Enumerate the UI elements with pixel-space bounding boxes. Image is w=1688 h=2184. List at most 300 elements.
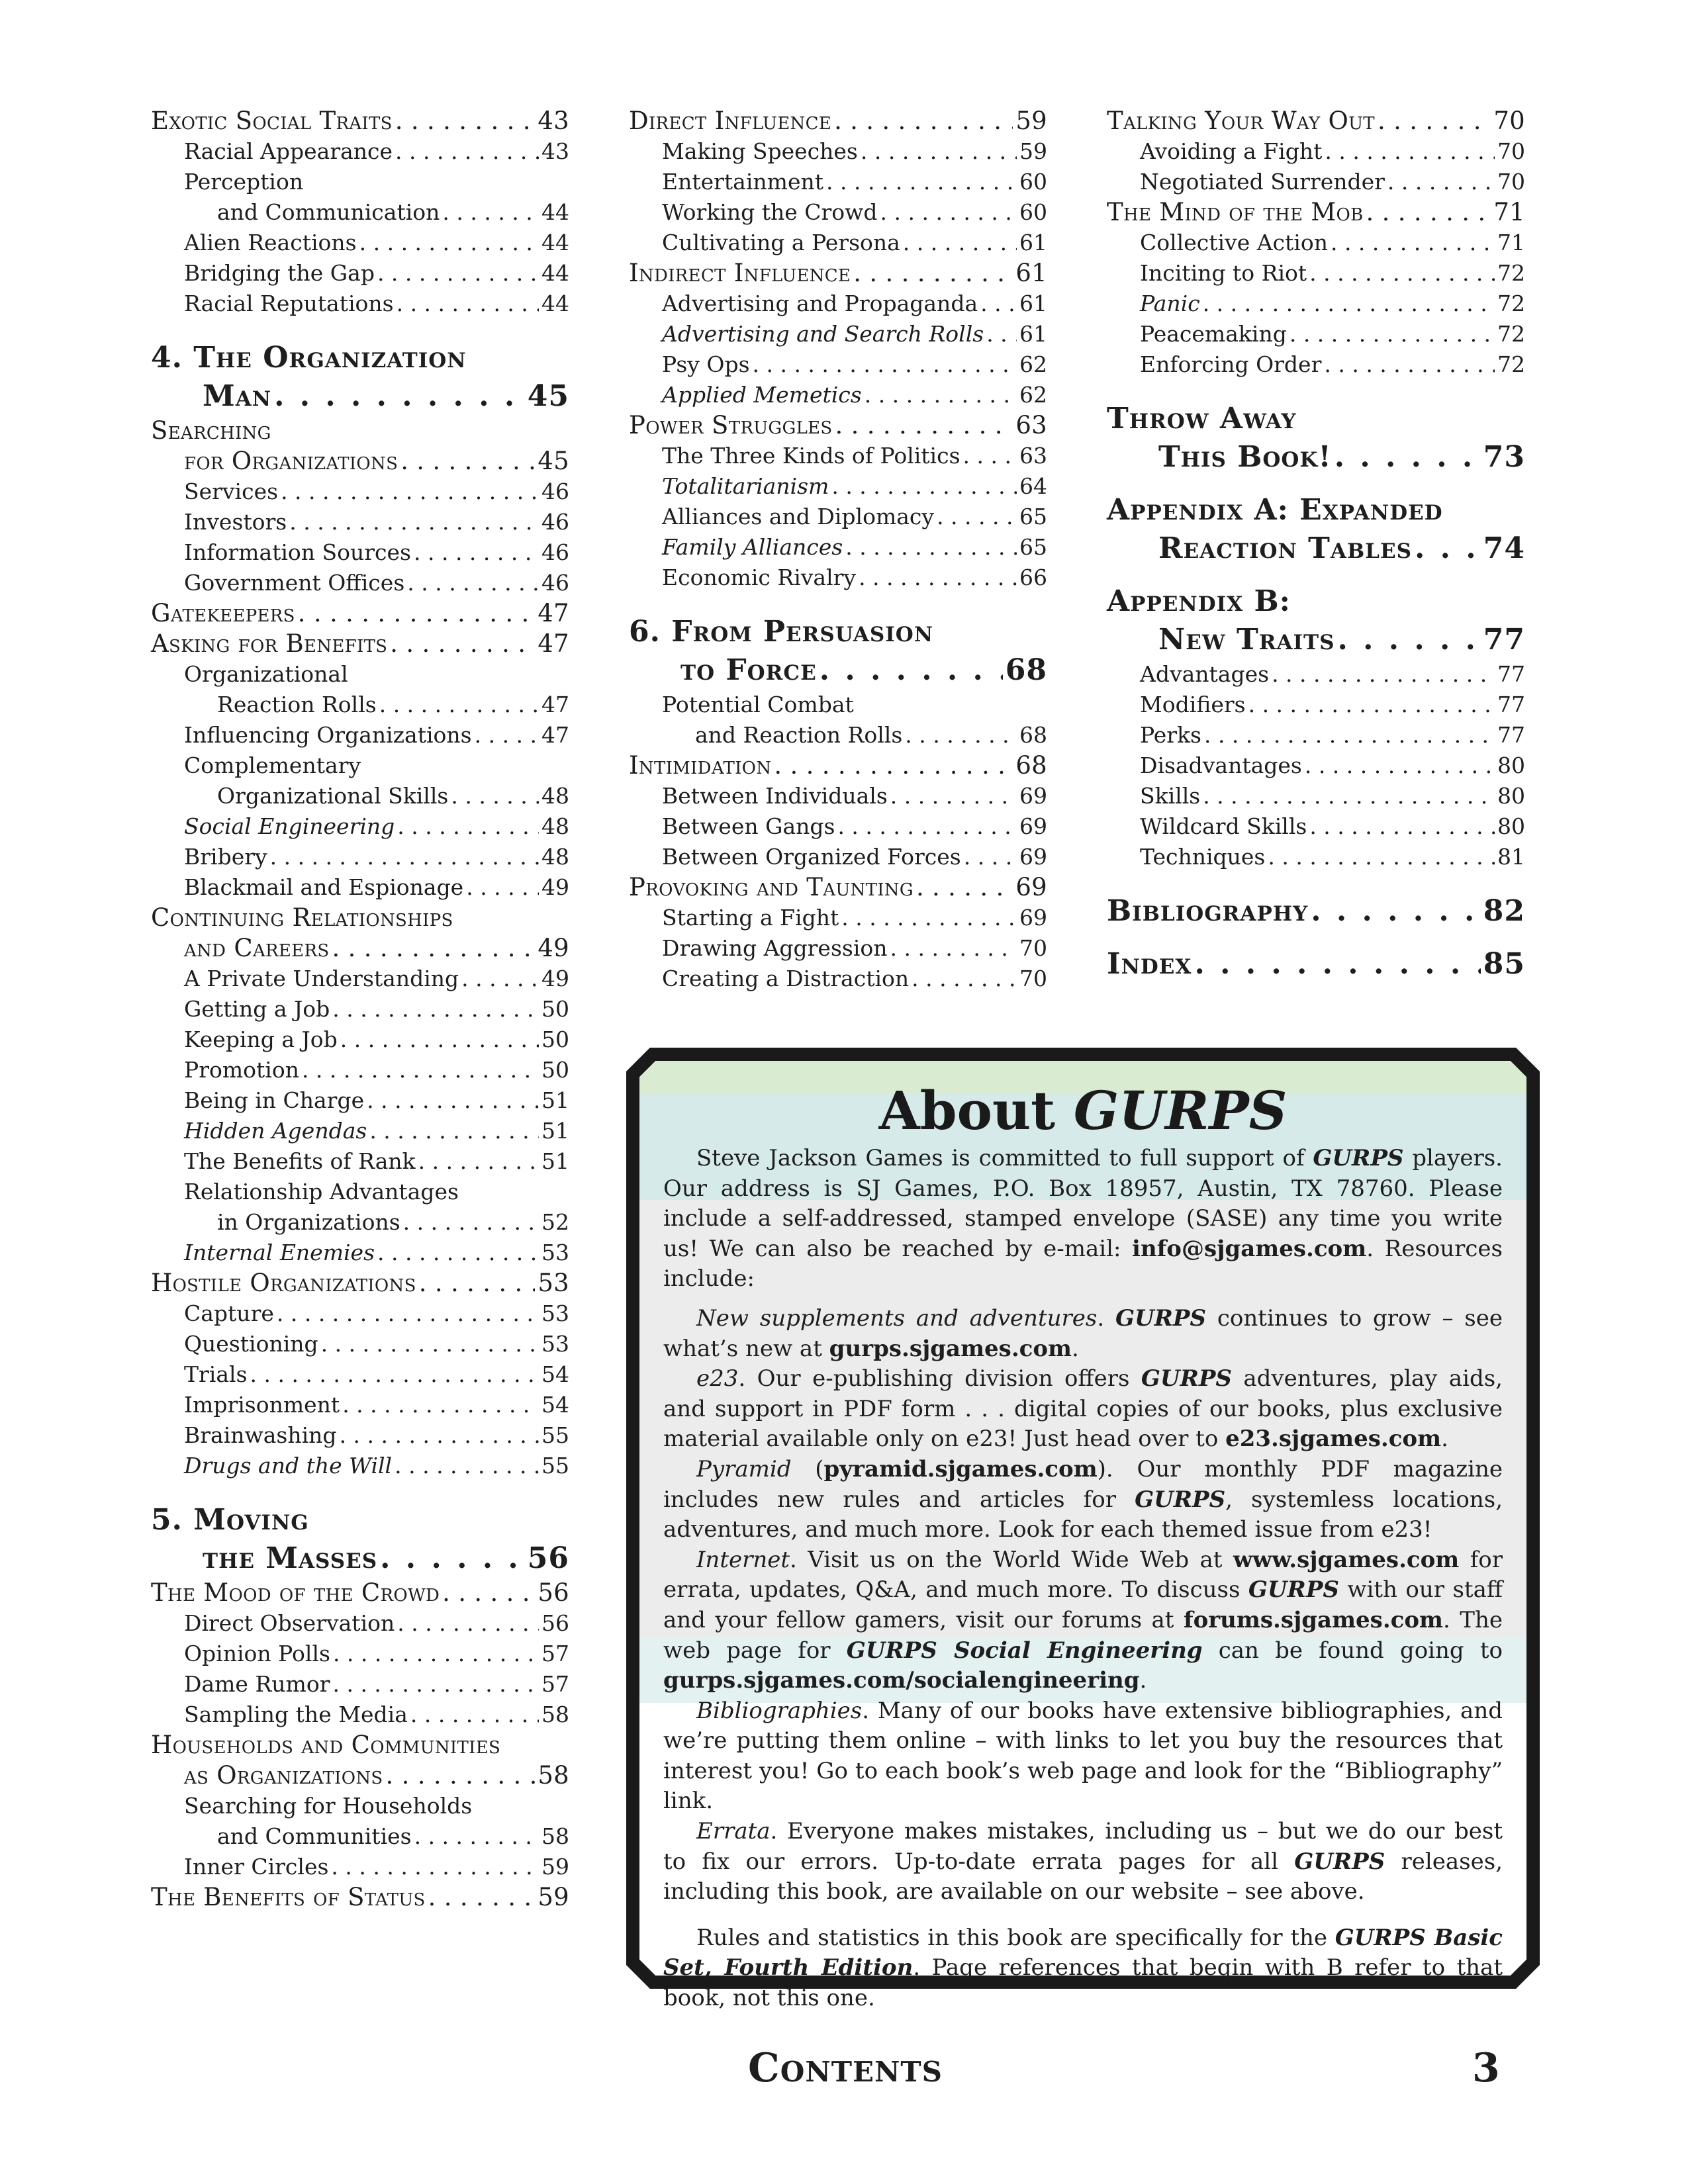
toc-dot-leader: [1272, 659, 1495, 690]
toc-entry-title: Panic: [1140, 291, 1200, 316]
toc-dot-leader: [281, 477, 539, 507]
toc-dot-leader: [905, 720, 1017, 751]
toc-entry-title: Capture: [184, 1300, 274, 1326]
toc-page-number: 69: [1019, 783, 1047, 809]
toc-entry-title: Enforcing Order: [1140, 351, 1322, 377]
toc-subsection-entry: [629, 380, 1047, 410]
toc-page-number: 69: [1019, 844, 1047, 870]
toc-dot-leader: [395, 106, 536, 136]
toc-spacer: [1107, 380, 1525, 400]
toc-entry-title: Wildcard Skills: [1140, 813, 1307, 839]
toc-entry-title: Searching for Households: [184, 1793, 473, 1819]
toc-dot-leader: [442, 197, 539, 228]
toc-dot-leader: [774, 751, 1013, 781]
toc-entry-title: Information Sources: [184, 539, 411, 565]
toc-dot-leader: [377, 258, 539, 289]
toc-section-entry: [151, 106, 569, 136]
toc-subsection-entry: [1107, 136, 1525, 167]
toc-entry-title: Indirect Influence: [629, 259, 851, 287]
toc-dot-leader: [369, 1116, 539, 1146]
toc-page-number: 59: [1015, 107, 1047, 135]
toc-dot-leader: [1325, 136, 1495, 167]
toc-subsection-entry: [629, 720, 1047, 751]
toc-dot-leader: [1203, 289, 1495, 319]
toc-entry-title: Inciting to Riot: [1140, 260, 1307, 286]
toc-entry-title: Appendix A: Expanded: [1107, 493, 1443, 527]
toc-chapter-entry: [151, 339, 569, 377]
toc-dot-leader: [963, 441, 1017, 471]
toc-page-number: 66: [1019, 565, 1047, 590]
toc-entry-title: Making Speeches: [662, 138, 858, 164]
toc-entry-title: The Three Kinds of Politics: [662, 443, 961, 469]
toc-chapter-entry: [151, 1539, 569, 1578]
toc-entry-title: Bridging the Gap: [184, 260, 375, 286]
toc-dot-leader: [1311, 892, 1481, 931]
toc-entry-title: to Force: [680, 653, 817, 687]
toc-page-number: 80: [1497, 783, 1525, 809]
page-number: 3: [1472, 2045, 1500, 2091]
toc-section-entry: [151, 629, 569, 659]
toc-column-1: [151, 106, 569, 1913]
toc-page-number: 51: [541, 1087, 569, 1113]
toc-section-entry: [629, 410, 1047, 441]
toc-page-number: 49: [541, 874, 569, 900]
toc-dot-leader: [298, 598, 536, 629]
toc-page-number: 46: [541, 570, 569, 596]
toc-page-number: 43: [538, 107, 569, 135]
toc-dot-leader: [331, 1852, 539, 1882]
toc-page-number: 68: [1005, 653, 1047, 687]
toc-dot-leader: [466, 872, 539, 903]
toc-page-number: 48: [541, 813, 569, 839]
toc-entry-title: Promotion: [184, 1057, 299, 1083]
toc-entry-title: Modifiers: [1140, 692, 1246, 717]
toc-entry-title: Hostile Organizations: [151, 1269, 416, 1297]
toc-entry-title: 4. The Organization: [151, 341, 467, 375]
toc-dot-leader: [395, 136, 539, 167]
toc-subsection-entry: [1107, 349, 1525, 380]
toc-page-number: 47: [541, 692, 569, 717]
toc-page-number: 57: [541, 1641, 569, 1666]
toc-page-number: 56: [538, 1578, 569, 1607]
toc-subsection-entry: [151, 1238, 569, 1268]
toc-dot-leader: [980, 289, 1017, 319]
toc-page-number: 69: [1015, 873, 1047, 901]
toc-spacer: [1107, 477, 1525, 491]
toc-dot-leader: [403, 1207, 539, 1238]
toc-page-number: 52: [541, 1209, 569, 1235]
toc-entry-title: and Communication: [217, 199, 440, 225]
toc-entry-title: Reaction Tables: [1158, 531, 1412, 565]
toc-entry-title: Searching: [151, 416, 271, 445]
toc-subsection-entry: [151, 994, 569, 1024]
toc-page-number: 53: [541, 1240, 569, 1265]
toc-page-number: 62: [1019, 382, 1047, 408]
toc-subsection-entry: [151, 1420, 569, 1451]
toc-page-number: 59: [1019, 138, 1047, 164]
toc-subsection-entry: [151, 1024, 569, 1055]
toc-spacer: [151, 319, 569, 339]
toc-entry-title: 5. Moving: [151, 1503, 309, 1537]
toc-subsection-entry: [1107, 659, 1525, 690]
toc-subsection-entry: [1107, 690, 1525, 720]
toc-page-number: 68: [1015, 751, 1047, 780]
toc-dot-leader: [1331, 228, 1495, 258]
toc-page-number: 63: [1019, 443, 1047, 469]
toc-entry-title: Economic Rivalry: [662, 565, 857, 590]
toc-page-number: 53: [538, 1269, 569, 1297]
toc-subsection-entry: [1107, 319, 1525, 349]
toc-entry-title: Internal Enemies: [184, 1240, 375, 1265]
toc-dot-leader: [1289, 319, 1495, 349]
toc-dot-leader: [380, 1539, 525, 1578]
toc-subsection-entry: [629, 781, 1047, 811]
toc-dot-leader: [414, 1821, 539, 1852]
toc-subsection-entry: [151, 258, 569, 289]
toc-dot-leader: [410, 1700, 539, 1730]
toc-page-number: 46: [541, 539, 569, 565]
toc-section-entry: [629, 872, 1047, 903]
toc-entry-title: Sampling the Media: [184, 1702, 408, 1727]
toc-dot-leader: [916, 872, 1013, 903]
toc-spacer: [629, 593, 1047, 613]
toc-page-number: 54: [541, 1392, 569, 1418]
toc-subsection-entry: [151, 197, 569, 228]
toc-dot-leader: [853, 258, 1013, 289]
toc-page-number: 45: [538, 447, 569, 475]
toc-subsection-entry: [1107, 811, 1525, 842]
toc-subsection-entry: [151, 228, 569, 258]
toc-page-number: 55: [541, 1453, 569, 1479]
toc-page-number: 50: [541, 1026, 569, 1052]
toc-entry-title: Perks: [1140, 722, 1201, 748]
toc-entry-title: Government Offices: [184, 570, 405, 596]
toc-dot-leader: [340, 1420, 539, 1451]
toc-entry-title: Racial Reputations: [184, 291, 394, 316]
toc-entry-title: Peacemaking: [1140, 321, 1287, 347]
about-bibliographies: Bibliographies. Many of our books have extensive bibliographies, and we’re putting them online – with links to let you buy the resources that interest you! Go to each book’s web page and look for the “Bibliography” link.: [663, 1697, 1503, 1815]
toc-chapter-entry: [1107, 582, 1525, 621]
toc-page-number: 44: [541, 291, 569, 316]
toc-entry-title: Man: [203, 379, 272, 413]
toc-subsection-entry: [151, 1146, 569, 1177]
toc-entry-title: Perception: [184, 169, 304, 195]
toc-subsection-entry: [151, 1359, 569, 1390]
toc-dot-leader: [841, 903, 1017, 933]
toc-entry-title: Relationship Advantages: [184, 1179, 459, 1205]
toc-entry-title: Hidden Agendas: [184, 1118, 367, 1144]
toc-entry-title: Complementary: [184, 752, 361, 778]
toc-entry-title: Entertainment: [662, 169, 823, 195]
toc-page-number: 61: [1019, 291, 1047, 316]
toc-subsection-entry: [151, 568, 569, 598]
toc-subsection-entry: [629, 289, 1047, 319]
toc-page-number: 58: [541, 1702, 569, 1727]
toc-entry-title: Asking for Benefits: [151, 629, 388, 658]
toc-entry-title: The Mood of the Crowd: [151, 1578, 440, 1607]
toc-section-entry: [1107, 197, 1525, 228]
toc-section-entry: [151, 1882, 569, 1913]
toc-entry-title: Avoiding a Fight: [1140, 138, 1323, 164]
toc-dot-leader: [1378, 106, 1491, 136]
toc-entry-title: Inner Circles: [184, 1854, 329, 1880]
toc-dot-leader: [250, 1359, 539, 1390]
toc-section-entry: [1107, 106, 1525, 136]
toc-dot-leader: [903, 228, 1017, 258]
toc-entry-title: Trials: [184, 1361, 248, 1387]
toc-dot-leader: [419, 1268, 536, 1298]
toc-subsection-entry: [629, 811, 1047, 842]
toc-dot-leader: [937, 502, 1017, 532]
toc-dot-leader: [835, 410, 1013, 441]
toc-subsection-entry: [629, 197, 1047, 228]
toc-section-entry: [151, 1578, 569, 1608]
toc-page-number: 51: [541, 1118, 569, 1144]
toc-dot-leader: [964, 842, 1017, 872]
toc-entry-title: Appendix B:: [1107, 584, 1291, 618]
toc-page-number: 71: [1497, 230, 1525, 255]
toc-dot-leader: [377, 1238, 539, 1268]
toc-subsection-entry: [629, 441, 1047, 471]
toc-page-number: 50: [541, 996, 569, 1022]
toc-dot-leader: [451, 781, 539, 811]
toc-subsection-entry: [151, 289, 569, 319]
toc-dot-leader: [1338, 621, 1481, 659]
about-pyramid: Pyramid (pyramid.sjgames.com). Our monthly PDF magazine includes new rules and articles for GURPS, systemless locations, adventures, and much more. Look for each themed issue from e23!: [663, 1455, 1503, 1543]
toc-entry-title: and Communities: [217, 1823, 412, 1849]
toc-page-number: 49: [538, 934, 569, 962]
toc-dot-leader: [340, 1024, 539, 1055]
toc-subsection-entry: [151, 1451, 569, 1481]
toc-dot-leader: [407, 568, 539, 598]
toc-entry-title: Between Individuals: [662, 783, 888, 809]
toc-dot-leader: [342, 1390, 539, 1420]
toc-entry-title: Dame Rumor: [184, 1671, 330, 1697]
toc-subsection-entry: [629, 532, 1047, 563]
toc-entry-title: Talking Your Way Out: [1107, 107, 1375, 135]
toc-chapter-entry: [1107, 491, 1525, 529]
toc-subsection-entry: [1107, 258, 1525, 289]
toc-entry-title: Advantages: [1140, 661, 1270, 687]
toc-dot-leader: [400, 446, 535, 477]
toc-dot-leader: [277, 1298, 539, 1329]
toc-section-entry: [151, 1760, 569, 1791]
toc-subsection-entry: [151, 964, 569, 994]
toc-subsection-entry: [151, 811, 569, 842]
toc-dot-leader: [865, 380, 1017, 410]
toc-page-number: 70: [1497, 169, 1525, 195]
toc-subsection-entry: [629, 471, 1047, 502]
toc-entry-title: Organizational Skills: [217, 783, 449, 809]
toc-subsection-entry: [629, 167, 1047, 197]
toc-page-number: 72: [1497, 321, 1525, 347]
toc-page-number: 60: [1019, 199, 1047, 225]
toc-entry-title: This Book!: [1158, 440, 1332, 474]
toc-dot-leader: [986, 319, 1017, 349]
toc-dot-leader: [332, 1669, 539, 1700]
about-intro: Steve Jackson Games is committed to full support of GURPS players. Our address is SJ Games, P.O. Box 18957, Austin, TX 78760. Please include a self-addressed, stamped envelope (SASE) any time you write us! We can also be reached by e-mail: info@sjgames.com. Resources include:: [663, 1145, 1503, 1293]
toc-dot-leader: [1203, 781, 1495, 811]
toc-page-number: 45: [527, 379, 569, 413]
toc-subsection-entry: [151, 720, 569, 751]
toc-entry-title: and Careers: [184, 934, 330, 962]
toc-page-number: 65: [1019, 534, 1047, 560]
toc-page-number: 70: [1019, 966, 1047, 991]
toc-dot-leader: [1194, 945, 1480, 983]
toc-entry-title: for Organizations: [184, 447, 399, 475]
toc-dot-leader: [820, 651, 1003, 690]
toc-page-number: 80: [1497, 813, 1525, 839]
footer-section-title: Contents: [748, 2045, 943, 2091]
toc-subsection-entry: [151, 477, 569, 507]
toc-chapter-entry: [1107, 529, 1525, 568]
toc-subsection-entry: [629, 563, 1047, 593]
toc-entry-title: Creating a Distraction: [662, 966, 910, 991]
toc-dot-leader: [321, 1329, 539, 1359]
toc-page-number: 57: [541, 1671, 569, 1697]
toc-subsection-entry: [151, 1177, 569, 1207]
toc-subsection-entry: [151, 1116, 569, 1146]
toc-dot-leader: [831, 471, 1017, 502]
toc-dot-leader: [270, 842, 539, 872]
toc-chapter-entry: [1107, 400, 1525, 438]
toc-entry-title: The Mind of the Mob: [1107, 198, 1364, 226]
toc-dot-leader: [367, 1085, 539, 1116]
toc-dot-leader: [1415, 529, 1481, 568]
toc-entry-title: Brainwashing: [184, 1422, 337, 1448]
toc-spacer: [1107, 931, 1525, 945]
toc-section-entry: [151, 598, 569, 629]
toc-page-number: 53: [541, 1331, 569, 1357]
toc-entry-title: Exotic Social Traits: [151, 107, 393, 135]
toc-subsection-entry: [1107, 228, 1525, 258]
toc-dot-leader: [332, 933, 535, 964]
toc-dot-leader: [890, 933, 1017, 964]
toc-page-number: 48: [541, 783, 569, 809]
toc-subsection-entry: [151, 781, 569, 811]
toc-dot-leader: [274, 377, 525, 416]
about-supplements: New supplements and adventures. GURPS continues to grow – see what’s new at gurps.sjgames.com.: [663, 1304, 1503, 1362]
toc-entry-title: Drawing Aggression: [662, 935, 888, 961]
toc-subsection-entry: [151, 1669, 569, 1700]
toc-page-number: 81: [1497, 844, 1525, 870]
toc-dot-leader: [1309, 811, 1495, 842]
toc-dot-leader: [333, 1639, 539, 1669]
toc-chapter-entry: [629, 613, 1047, 651]
toc-chapter-entry: [1107, 438, 1525, 477]
toc-chapter-entry: [629, 651, 1047, 690]
toc-dot-leader: [428, 1882, 536, 1913]
toc-subsection-entry: [151, 842, 569, 872]
toc-page-number: 44: [541, 199, 569, 225]
toc-subsection-entry: [151, 1639, 569, 1669]
toc-dot-leader: [397, 811, 539, 842]
toc-spacer: [1107, 872, 1525, 892]
toc-dot-leader: [1335, 438, 1481, 477]
toc-page-number: 58: [541, 1823, 569, 1849]
toc-dot-leader: [1204, 720, 1495, 751]
toc-entry-title: Intimidation: [629, 751, 772, 780]
toc-page-number: 63: [1015, 411, 1047, 439]
toc-entry-title: Being in Charge: [184, 1087, 365, 1113]
toc-page-number: 56: [541, 1610, 569, 1636]
toc-dot-leader: [289, 507, 539, 537]
toc-subsection-entry: [151, 1700, 569, 1730]
toc-subsection-entry: [1107, 842, 1525, 872]
toc-page-number: 80: [1497, 752, 1525, 778]
toc-page-number: 50: [541, 1057, 569, 1083]
toc-dot-leader: [379, 690, 539, 720]
toc-page-number: 70: [1493, 107, 1525, 135]
toc-subsection-entry: [151, 1852, 569, 1882]
toc-entry-title: Disadvantages: [1140, 752, 1302, 778]
toc-section-entry: [151, 446, 569, 477]
toc-page-number: 73: [1483, 440, 1525, 474]
toc-subsection-entry: [151, 1055, 569, 1085]
toc-entry-title: Techniques: [1140, 844, 1266, 870]
toc-page-number: 62: [1019, 351, 1047, 377]
toc-page-number: 51: [541, 1148, 569, 1174]
toc-page-number: 82: [1483, 894, 1525, 928]
toc-entry-title: Bibliography: [1107, 894, 1309, 928]
toc-subsection-entry: [151, 1329, 569, 1359]
toc-dot-leader: [834, 106, 1013, 136]
toc-page-number: 61: [1019, 321, 1047, 347]
toc-subsection-entry: [629, 319, 1047, 349]
toc-dot-leader: [826, 167, 1017, 197]
toc-page-number: 59: [541, 1854, 569, 1880]
toc-subsection-entry: [151, 690, 569, 720]
toc-subsection-entry: [629, 964, 1047, 994]
toc-entry-title: Collective Action: [1140, 230, 1328, 255]
toc-spacer: [1107, 568, 1525, 582]
about-gurps-box: [626, 1048, 1540, 2012]
toc-dot-leader: [1387, 167, 1495, 197]
toc-dot-leader: [1309, 258, 1495, 289]
toc-subsection-entry: [151, 507, 569, 537]
toc-page-number: 58: [538, 1761, 569, 1790]
toc-section-entry: [629, 106, 1047, 136]
toc-dot-leader: [418, 1146, 539, 1177]
toc-page-number: 72: [1497, 351, 1525, 377]
toc-entry-title: Starting a Fight: [662, 905, 839, 931]
toc-page-number: 46: [541, 509, 569, 535]
toc-dot-leader: [475, 720, 539, 751]
toc-subsection-entry: [1107, 781, 1525, 811]
toc-subsection-entry: [151, 1608, 569, 1639]
toc-page-number: 54: [541, 1361, 569, 1387]
toc-page-number: 70: [1019, 935, 1047, 961]
toc-section-entry: [629, 751, 1047, 781]
toc-page-number: 77: [1497, 692, 1525, 717]
toc-entry-title: Questioning: [184, 1331, 318, 1357]
toc-entry-title: Advertising and Propaganda: [662, 291, 978, 316]
toc-entry-title: Continuing Relationships: [151, 903, 453, 932]
toc-entry-title: Organizational: [184, 661, 348, 687]
toc-page-number: 59: [538, 1883, 569, 1911]
toc-entry-title: Opinion Polls: [184, 1641, 330, 1666]
toc-page-number: 77: [1497, 661, 1525, 687]
toc-entry-title: Alien Reactions: [184, 230, 357, 255]
toc-entry-title: Keeping a Job: [184, 1026, 338, 1052]
toc-entry-title: Households and Communities: [151, 1731, 501, 1759]
toc-spacer: [151, 1481, 569, 1501]
toc-dot-leader: [1248, 690, 1495, 720]
toc-dot-leader: [880, 197, 1017, 228]
toc-entry-title: Applied Memetics: [662, 382, 862, 408]
toc-dot-leader: [753, 349, 1017, 380]
toc-page-number: 69: [1019, 813, 1047, 839]
